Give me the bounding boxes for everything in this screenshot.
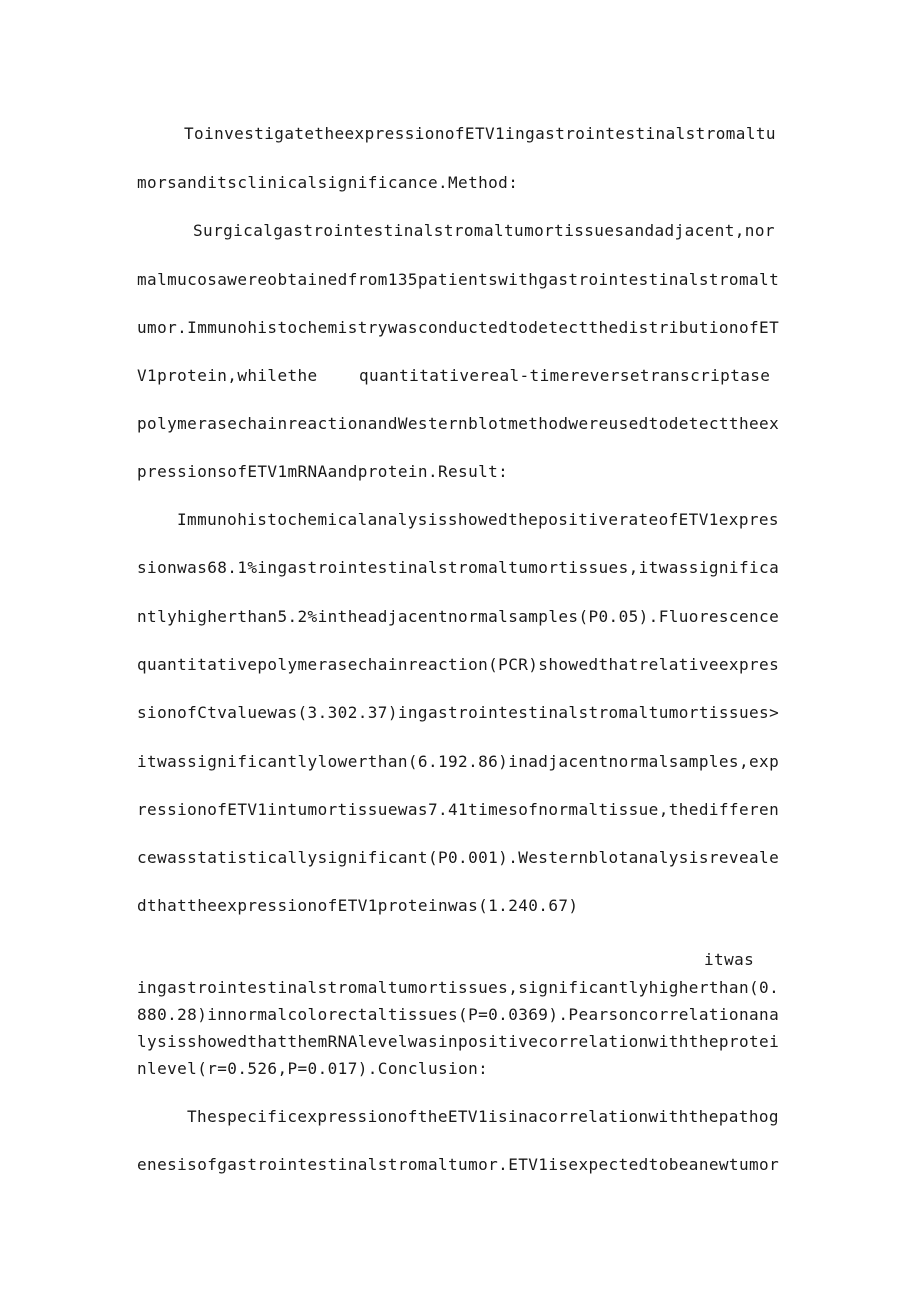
text-line: ressionofETV1intumortissuewas7.41timesofnormaltissue,thedifferen [137, 800, 780, 819]
text-line: ntlyhigherthan5.2%intheadjacentnormalsamples(P0.05).Fluorescence [137, 607, 780, 626]
text-line: pressionsofETV1mRNAandprotein.Result: [137, 462, 509, 481]
text-line: cewasstatisticallysignificant(P0.001).Westernblotanalysisreveale [137, 848, 780, 867]
text-line: morsanditsclinicalsignificance.Method: [137, 173, 519, 192]
text-line: sionofCtvaluewas(3.302.37)ingastrointestinalstromaltumortissues> [137, 703, 780, 722]
text-line: quantitativereal-timereversetranscriptase [359, 366, 771, 385]
text-line: enesisofgastrointestinalstromaltumor.ETV1isexpectedtobeanewtumor [137, 1155, 780, 1174]
text-line: ToinvestigatetheexpressionofETV1ingastrointestinalstromaltu [184, 124, 776, 143]
text-line: malmucosawereobtainedfrom135patientswithgastrointestinalstromalt [137, 270, 780, 289]
text-line: itwassignificantlylowerthan(6.192.86)inadjacentnormalsamples,exp [137, 752, 780, 771]
text-line: umor.ImmunohistochemistrywasconductedtodetectthedistributionofET [137, 318, 780, 337]
text-line: 880.28)innormalcolorectaltissues(P=0.0369).Pearsoncorrelationana [137, 1005, 780, 1024]
text-line: ThespecificexpressionoftheETV1isinacorrelationwiththepathog [187, 1107, 779, 1126]
text-line: ImmunohistochemicalanalysisshowedthepositiverateofETV1expres [177, 510, 779, 529]
text-line: itwas [704, 950, 755, 969]
text-line: V1protein,whilethe [137, 366, 318, 385]
text-line: nlevel(r=0.526,P=0.017).Conclusion: [137, 1059, 489, 1078]
text-line: sionwas68.1%ingastrointestinalstromaltumortissues,itwassignifica [137, 558, 780, 577]
text-line: dthattheexpressionofETV1proteinwas(1.240.67) [137, 896, 579, 915]
text-line: polymerasechainreactionandWesternblotmethodwereusedtodetecttheex [137, 414, 780, 433]
text-line: ingastrointestinalstromaltumortissues,significantlyhigherthan(0. [137, 978, 780, 997]
text-line: lysisshowedthatthemRNAlevelwasinpositivecorrelationwiththeprotei [137, 1032, 780, 1051]
text-line: Surgicalgastrointestinalstromaltumortissuesandadjacent,nor [193, 221, 775, 240]
text-line: quantitativepolymerasechainreaction(PCR)showedthatrelativeexpres [137, 655, 780, 674]
